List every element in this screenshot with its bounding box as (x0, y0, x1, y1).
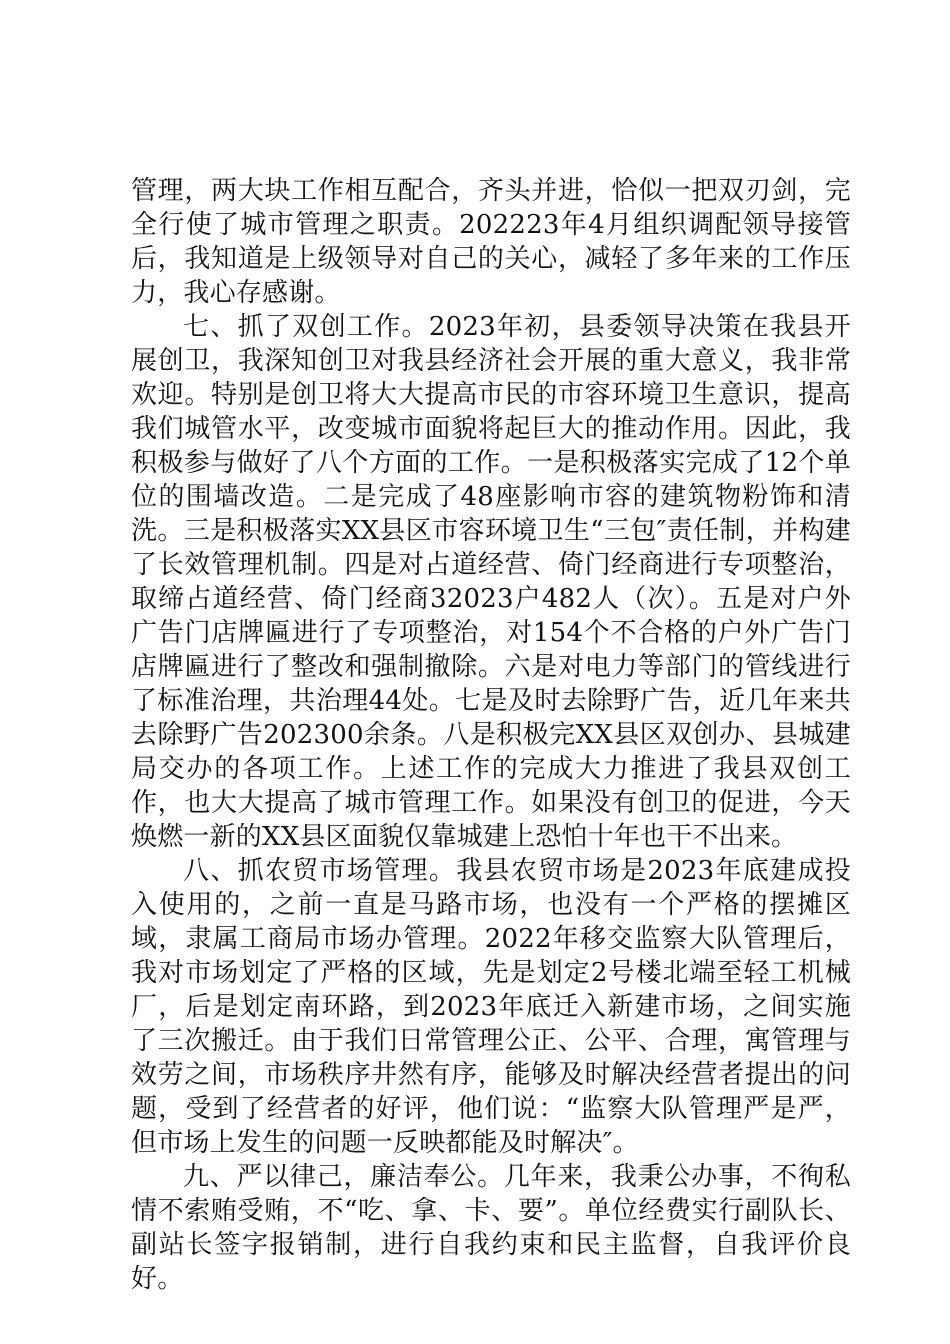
document-body (131, 174, 851, 1296)
paragraph-1: 管理，两大块工作相互配合，齐头并进，恰似一把双刃剑，完全行使了城市管理之职责。202223年4月组织调配领导接管后，我知道是上级领导对自己的关心，减轻了多年来的工作压力，我心存感谢。 (131, 176, 851, 308)
paragraph-3: 八、抓农贸市场管理。我县农贸市场是2023年底建成投入使用的，之前一直是马路市场，也没有一个严格的摆摊区域，隶属工商局市场办管理。2022年移交监察大队管理后，我对市场划定了严格的区域，先是划定2号楼北端至轻工机械厂，后是划定南环路，到2023年底迁入新建市场，之间实施了三次搬迁。由于我们日常管理公正、公平、合理，寓管理与效劳之间，市场秩序井然有序，能够及时解决经营者提出的问题，受到了经营者的好评，他们说：“监察大队管理严是严，但市场上发生的问题一反映都能及时解决″。 (131, 856, 851, 1158)
paragraph-4: 九、严以律己，廉洁奉公。几年来，我秉公办事，不徇私情不索贿受贿，不“吃、拿、卡、要”。单位经费实行副队长、副站长签字报销制，进行自我约束和民主监督，自我评价良好。 (131, 1162, 851, 1294)
paragraph-2: 七、抓了双创工作。2023年初，县委领导决策在我县开展创卫，我深知创卫对我县经济社会开展的重大意义，我非常欢迎。特别是创卫将大大提高市民的市容环境卫生意识，提高我们城管水平，改变城市面貌将起巨大的推动作用。因此，我积极参与做好了八个方面的工作。一是积极落实完成了12个单位的围墙改造。二是完成了48座影响市容的建筑物粉饰和清洗。三是积极落实XX县区市容环境卫生“三包″责任制，并构建了长效管理机制。四是对占道经营、倚门经商进行专项整治，取缔占道经营、倚门经商32023户482人（次）。五是对户外广告门店牌匾进行了专项整治，对154个不合格的户外广告门店牌匾进行了整改和强制撤除。六是对电力等部门的管线进行了标准治理，共治理44处。七是及时去除野广告，近几年来共去除野广告202300余条。八是积极完XX县区双创办、县城建局交办的各项工作。上述工作的完成大力推进了我县双创工作，也大大提高了城市管理工作。如果没有创卫的促进，今天焕燃一新的XX县区面貌仅靠城建上恐怕十年也干不出来。 (131, 312, 851, 852)
